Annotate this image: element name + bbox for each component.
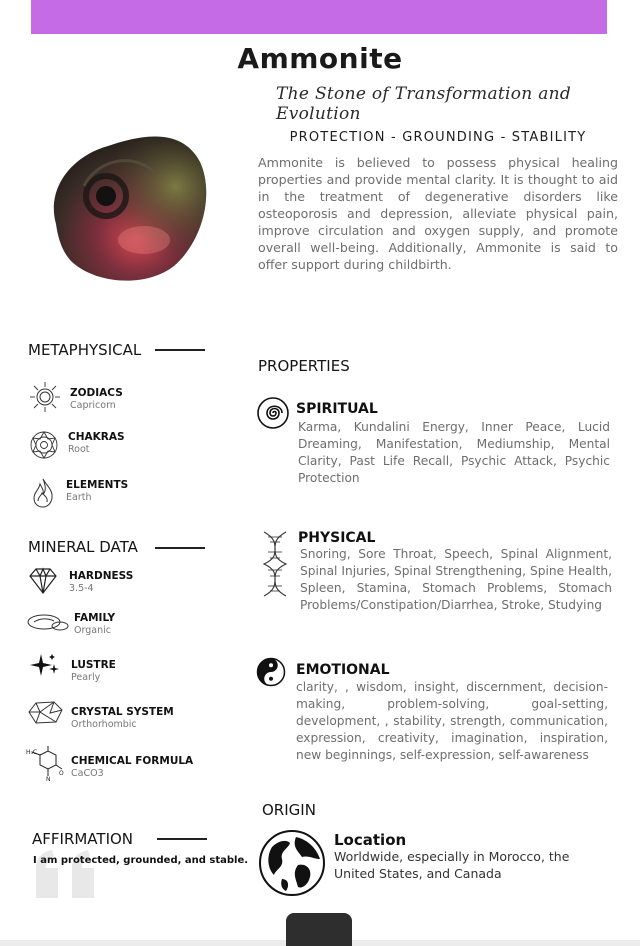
mineral-data-rule xyxy=(155,547,205,549)
location-text: Worldwide, especially in Morocco, the United States, and Canada xyxy=(334,849,570,881)
crystal-icon xyxy=(26,696,64,730)
page-subtitle: The Stone of Transformation and Evolution xyxy=(276,84,572,124)
emotional-text: clarity, , wisdom, insight, discernment, decision-making, problem-solving, goal-setting, development, , stability, strength, communication, expression, creativity, imagination, inspiration, new beginnings, self-expression, self-awareness xyxy=(296,680,608,762)
origin-heading: ORIGIN xyxy=(262,801,316,819)
metaphysical-item-chakras: CHAKRAS Root xyxy=(68,431,125,455)
stones-icon xyxy=(26,606,70,640)
affirmation-heading: AFFIRMATION xyxy=(32,830,134,848)
properties-heading: PROPERTIES xyxy=(258,357,350,375)
globe-icon xyxy=(258,829,326,897)
top-accent-bar xyxy=(31,0,607,34)
metaphysical-item-elements: ELEMENTS Earth xyxy=(66,479,129,503)
location-title: Location xyxy=(334,831,407,849)
molecule-icon xyxy=(26,745,66,781)
description: Ammonite is believed to possess physical healing properties and provide mental clarity. It is thought to aid in the treatment of degenerative disorders like osteoporosis and depression, alleviate physical pain, improve circulation and oxygen supply, and promote overall well-being. Additionally, Ammonite is said to offer support during childbirth. xyxy=(258,155,618,272)
mineral-item-crystal-system: CRYSTAL SYSTEM Orthorhombic xyxy=(71,706,174,730)
metaphysical-heading: METAPHYSICAL xyxy=(28,341,142,359)
mineral-data-heading: MINERAL DATA xyxy=(28,538,138,556)
sparkle-icon xyxy=(28,650,62,684)
spiritual-text: Karma, Kundalini Energy, Inner Peace, Lucid Dreaming, Manifestation, Mediumship, Mental Clarity, Past Life Recall, Psychic Attack, Psychic Protection xyxy=(298,420,610,485)
mineral-item-lustre: LUSTRE Pearly xyxy=(71,659,116,683)
bottom-tab-button[interactable] xyxy=(286,913,352,946)
flame-icon xyxy=(26,476,60,510)
sun-icon xyxy=(28,380,62,414)
diamond-icon xyxy=(26,564,60,598)
physical-title: PHYSICAL xyxy=(298,530,376,546)
affirmation-text: I am protected, grounded, and stable. xyxy=(33,855,249,866)
page-title: Ammonite xyxy=(237,42,403,75)
ammonite-image xyxy=(44,128,210,282)
svg-text:O: O xyxy=(59,770,64,777)
affirmation-rule xyxy=(157,838,207,840)
dna-icon xyxy=(258,530,292,598)
physical-text: Snoring, Sore Throat, Speech, Spinal Alignment, Spinal Injuries, Spinal Strengthening, Spine Health, Spleen, Stamina, Stomach Problems, Stomach Problems/Constipation/Diarrhea, Stroke, Studying xyxy=(300,547,612,612)
tagline: PROTECTION - GROUNDING - STABILITY xyxy=(289,130,587,145)
mineral-item-chemical-formula: CHEMICAL FORMULA CaCO3 xyxy=(71,755,194,779)
lotus-icon xyxy=(27,428,61,462)
metaphysical-item-zodiacs: ZODIACS Capricorn xyxy=(70,387,123,411)
yin-yang-icon xyxy=(256,657,286,687)
mineral-item-family: FAMILY Organic xyxy=(74,612,116,636)
spiritual-title: SPIRITUAL xyxy=(296,401,378,417)
emotional-title: EMOTIONAL xyxy=(296,662,390,678)
svg-text:H₃C: H₃C xyxy=(26,749,38,756)
spiral-icon xyxy=(256,396,290,430)
svg-text:N: N xyxy=(46,776,51,781)
mineral-item-hardness: HARDNESS 3.5-4 xyxy=(69,570,134,594)
metaphysical-rule xyxy=(155,349,205,351)
